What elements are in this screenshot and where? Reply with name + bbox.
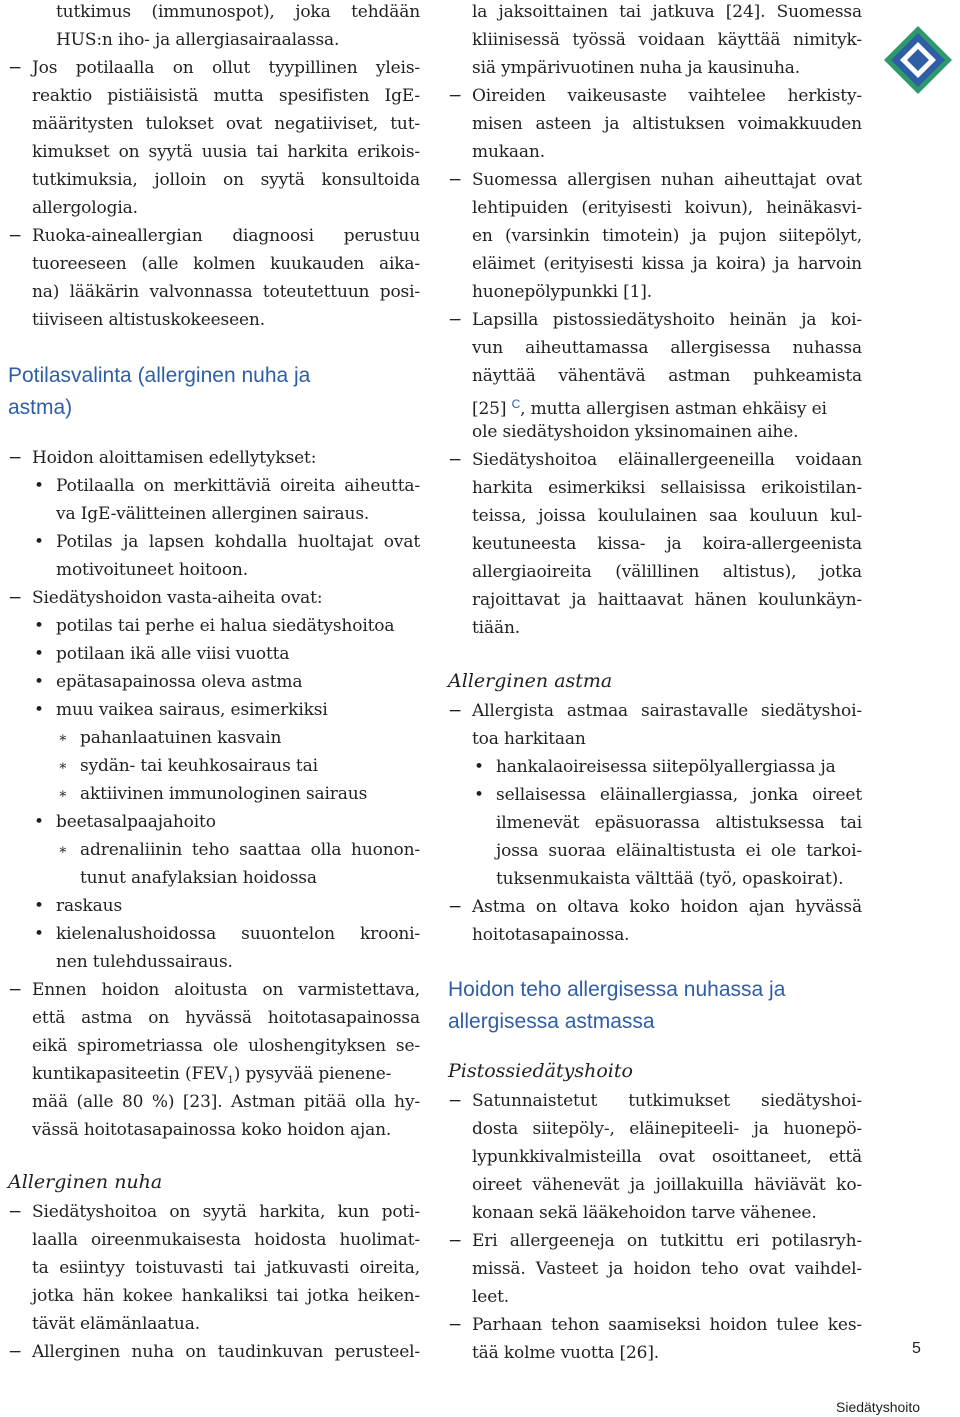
dash-marker: − [448,86,463,106]
text-line: tutkimuksia, jolloin on syytä konsultoida [32,170,420,190]
text-line: raskaus [56,896,123,916]
text-line-fev: kuntikapasiteetin $(FEV_1)$ pysyvää pienene- [32,1064,392,1086]
text-line: Suomessa allergisen nuhan aiheuttajat ovat [472,170,862,190]
text-line: harkita esimerkiksi sellaisissa erikoistilan- [472,478,862,498]
section-heading: Hoidon teho allergisessa nuhassa ja [448,978,786,1001]
text-line: Allergista astmaa sairastavalle siedätyshoi- [472,701,862,721]
text-line: potilas tai perhe ei halua siedätyshoitoa [56,616,395,636]
text-line: Astma on oltava koko hoidon ajan hyvässä [472,897,862,917]
text-line: tiiviseen altistuskokeeseen. [32,310,265,330]
text-line: mää (alle 80 %) [23]. Astman pitää olla hy- [32,1092,420,1112]
text-line: nen tulehdussairaus. [56,952,233,972]
text-line: tunut anafylaksian hoidossa [80,868,317,888]
text-line: jotka hän kokee hankaliksi tai jotka heiken- [32,1286,420,1306]
text-line: beetasalpaajahoito [56,812,216,832]
subheading: Allerginen astma [448,670,613,692]
bullet-marker: • [474,785,485,805]
text-line: ole siedätyshoidon yksinomainen aihe. [472,422,799,442]
text-line: Hoidon aloittamisen edellytykset: [32,448,317,468]
text-line: tuksenmukaista välttää (työ, opaskoirat). [496,869,844,889]
text-line: keutuneesta kissa- ja koira-allergeenista [472,534,862,554]
dash-marker: − [448,450,463,470]
text-line: adrenaliinin teho saattaa olla huonon- [80,840,420,860]
text-line: ilmenevät epäsuorassa altistuksessa tai [496,813,862,833]
dash-marker: − [8,588,23,608]
text-line: Ruoka-aineallergian diagnoosi perustuu [32,226,420,246]
text-line: leet. [472,1287,510,1307]
asterisk-marker: ∗ [58,786,68,802]
asterisk-marker: ∗ [58,758,68,774]
text-line: Allerginen nuha on taudinkuvan perusteel- [32,1342,420,1362]
text-line: epätasapainossa oleva astma [56,672,303,692]
text-line: eläimet (erityisesti kissa ja koira) ja harvoin [472,254,862,274]
text-line: jossa suoraa eläinaltistusta ei ole tarkoi- [496,841,862,861]
dash-marker: − [448,1231,463,1251]
bullet-marker: • [34,672,45,692]
text-line: Ennen hoidon aloitusta on varmistettava, [32,980,420,1000]
text-line: näyttää vähentävä astman puhkeamista [472,366,862,386]
footer-title: Siedätyshoito [836,1399,921,1415]
bullet-marker: • [34,896,45,916]
dash-marker: − [8,1202,23,1222]
dash-marker: − [8,226,23,246]
bullet-marker: • [34,812,45,832]
dash-marker: − [8,980,23,1000]
text-line: Satunnaistetut tutkimukset siedätyshoi- [472,1091,862,1111]
bullet-marker: • [34,532,45,552]
text-line: missä. Vasteet ja hoidon teho ovat vaihdel- [472,1259,862,1279]
text-line: aktiivinen immunologinen sairaus [80,784,368,804]
dash-marker: − [448,1091,463,1111]
asterisk-marker: ∗ [58,730,68,746]
text-line: teissa, joissa koululainen saa kouluun kul- [472,506,862,526]
text-line: rajoittavat ja haittaavat hänen koulunkäyn- [472,590,862,610]
dash-marker: − [448,170,463,190]
text-line: Siedätyshoitoa on syytä harkita, kun poti- [32,1202,420,1222]
section-heading: allergisessa astmassa [448,1010,655,1033]
text-line: Parhaan tehon saamiseksi hoidon tulee kes- [472,1315,862,1335]
bullet-marker: • [34,924,45,944]
text-line: va IgE-välitteinen allerginen sairaus. [56,504,370,524]
text-line: la jaksoittainen tai jatkuva [24]. Suomessa [472,2,862,22]
text-line: siä ympärivuotinen nuha ja kausinuha. [472,58,801,78]
text-line: Eri allergeeneja on tutkittu eri potilasryh- [472,1231,862,1251]
dash-marker: − [8,448,23,468]
subheading: Allerginen nuha [8,1171,163,1193]
text-line: muu vaikea sairaus, esimerkiksi [56,700,328,720]
text-line: motivoituneet hoitoon. [56,560,248,580]
text-line: että astma on hyvässä hoitotasapainossa [32,1008,420,1028]
text-line: dosta siitepöly-, eläinepiteeli- ja huonepö- [472,1119,862,1139]
dash-marker: − [448,310,463,330]
text-line: lehtipuiden (erityisesti koivun), heinäkasvi- [472,198,862,218]
text-line: määritysten tulokset ovat negatiiviset, tut- [32,114,420,134]
text-line: Potilaalla on merkittäviä oireita aiheutta- [56,476,420,496]
text-line: mukaan. [472,142,545,162]
text-line: Potilas ja lapsen kohdalla huoltajat ovat [56,532,420,552]
subheading: Pistossiedätyshoito [448,1060,633,1082]
text-line: allergologia. [32,198,138,218]
text-line: misen asteen ja altistuksen voimakkuuden [472,114,862,134]
text-line: na) lääkärin valvonnassa toteutettuun posi- [32,282,420,302]
bullet-marker: • [34,700,45,720]
text-line: Siedätyshoidon vasta-aiheita ovat: [32,588,323,608]
dash-marker: − [8,58,23,78]
text-line: pahanlaatuinen kasvain [80,728,282,748]
dash-marker: − [448,897,463,917]
bullet-marker: • [474,757,485,777]
bullet-marker: • [34,476,45,496]
text-line: HUS:n iho- ja allergiasairaalassa. [56,30,340,50]
bullet-marker: • [34,644,45,664]
text-line: tää kolme vuotta [26]. [472,1343,660,1363]
text-line: Jos potilaalla on ollut tyypillinen yleis- [32,58,420,78]
dash-marker: − [448,701,463,721]
text-line: kimukset on syytä uusia tai harkita erikois- [32,142,420,162]
text-line: sellaisessa eläinallergiassa, jonka oireet [496,785,862,805]
text-line: vässä hoitotasapainossa koko hoidon ajan. [32,1120,392,1140]
text-line: lypunkkivalmisteilla ovat osoittaneet, että [472,1147,862,1167]
dash-marker: − [448,1315,463,1335]
bullet-marker: • [34,616,45,636]
asterisk-marker: ∗ [58,842,68,858]
text-line: sydän- tai keuhkosairaus tai [80,756,318,776]
text-line: eikä spirometriassa ole uloshengityksen se- [32,1036,420,1056]
text-line-citation: [25] $^C$, mutta allergisen astman ehkäisy ei [472,397,827,419]
text-line: Oireiden vaikeusaste vaihtelee herkisty- [472,86,862,106]
dash-marker: − [8,1342,23,1362]
subscript: 1 [227,1075,234,1086]
text-line: en (varsinkin timotein) ja pujon siitepölyt, [472,226,862,246]
evidence-level-badge: C [511,397,521,411]
section-heading: astma) [8,396,73,419]
text-line: ta esiintyy toistuvasti tai jatkuvasti oireita, [32,1258,420,1278]
text-line: konaan sekä lääkehoidon tarve vähenee. [472,1203,817,1223]
text-line: laalla oireenmukaisesta hoidosta huolimat- [32,1230,420,1250]
text-line: Lapsilla pistossiedätyshoito heinän ja koi- [472,310,862,330]
diamond-logo-icon [882,24,954,96]
text-line: kliinisessä työssä voidaan käyttää nimityk- [472,30,862,50]
text-line: toa harkitaan [472,729,586,749]
text-line: tävät elämänlaatua. [32,1314,200,1334]
text-line: tutkimus (immunospot), joka tehdään [56,2,420,22]
text-line: allergiaoireita (välillinen altistus), jotka [472,562,862,582]
text-line: oireet vähenevät ja joillakuilla häviävät ko- [472,1175,862,1195]
text-line: kielenalushoidossa suuontelon krooni- [56,924,420,944]
section-heading: Potilasvalinta (allerginen nuha ja [8,364,311,387]
text-line: Siedätyshoitoa eläinallergeeneilla voidaan [472,450,862,470]
text-line: tuoreeseen (alle kolmen kuukauden aika- [32,254,420,274]
page-number: 5 [912,1340,921,1357]
text-line: tiään. [472,618,520,638]
text-line: vun aiheuttamassa allergisessa nuhassa [472,338,862,358]
text-line: huonepölypunkki [1]. [472,282,653,302]
text-line: hoitotasapainossa. [472,925,630,945]
text-line: hankalaoireisessa siitepölyallergiassa ja [496,757,836,777]
text-line: reaktio pistiäisistä mutta spesifisten IgE- [32,86,420,106]
text-line: potilaan ikä alle viisi vuotta [56,644,290,664]
